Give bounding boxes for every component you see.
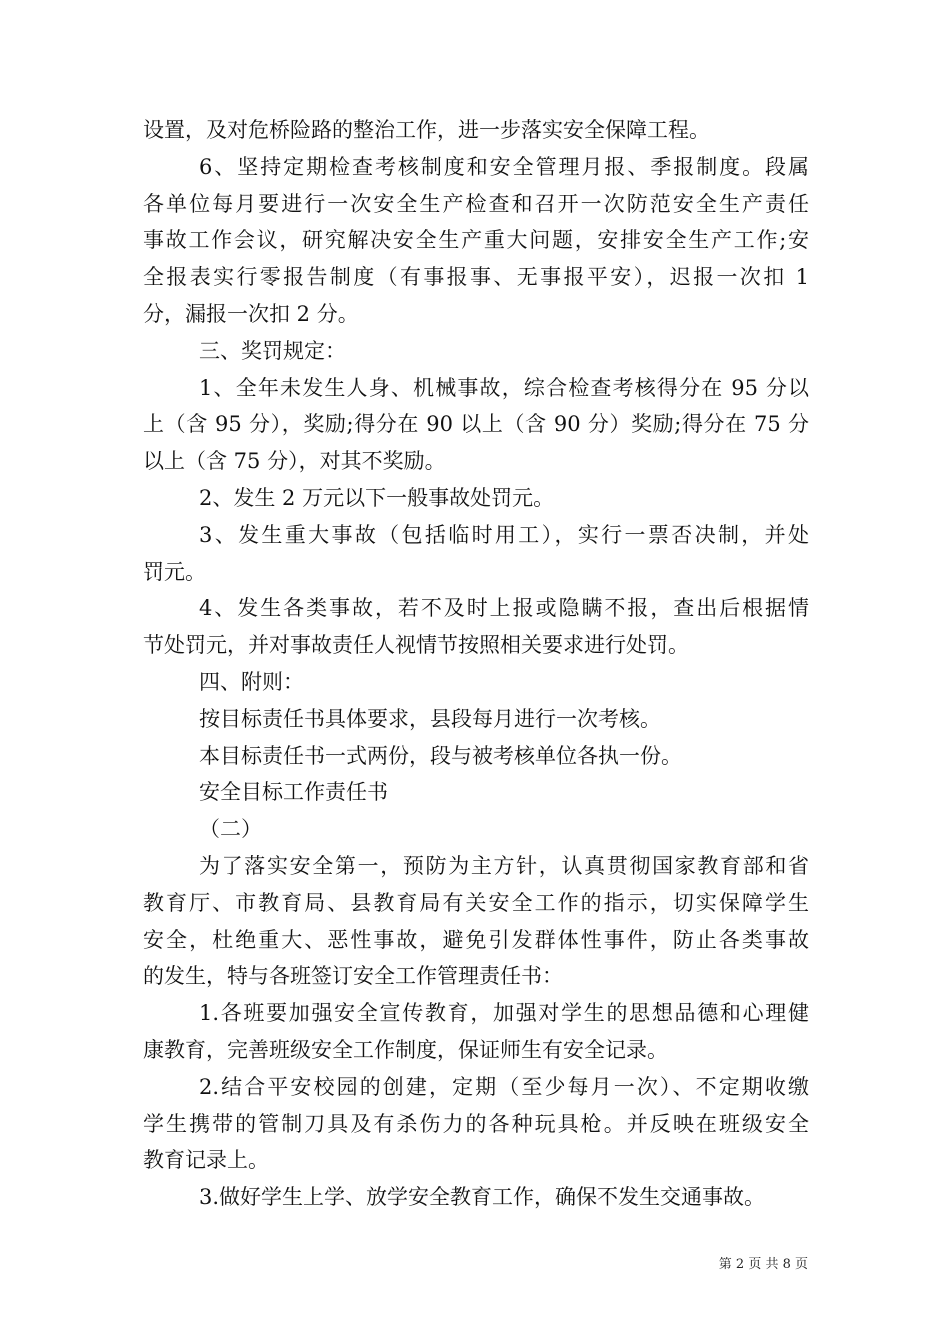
- text-line: （二）: [199, 817, 262, 842]
- text-line: 学生携带的管制刀具及有杀伤力的各种玩具枪。并反映在班级安全: [143, 1111, 809, 1136]
- text-line: 分，漏报一次扣 2 分。: [143, 301, 359, 326]
- document-body: [143, 112, 809, 1216]
- text-line: 康教育，完善班级安全工作制度，保证师生有安全记录。: [143, 1037, 668, 1062]
- text-line: 以上（含 75 分），对其不奖励。: [143, 449, 446, 474]
- text-line: 安全，杜绝重大、恶性事故，避免引发群体性事件，防止各类事故: [143, 927, 809, 952]
- text-line: 3.做好学生上学、放学安全教育工作，确保不发生交通事故。: [199, 1185, 766, 1210]
- text-line: 本目标责任书一式两份，段与被考核单位各执一份。: [199, 743, 682, 768]
- text-line: 全报表实行零报告制度（有事报事、无事报平安），迟报一次扣 1: [143, 265, 809, 290]
- text-line: 教育厅、市教育局、县教育局有关安全工作的指示，切实保障学生: [143, 890, 809, 915]
- text-line: 3、发生重大事故（包括临时用工），实行一票否决制，并处: [199, 522, 809, 547]
- page-number-footer: 第 2 页 共 8 页: [718, 1257, 808, 1272]
- text-line: 4、发生各类事故，若不及时上报或隐瞒不报，查出后根据情: [199, 596, 809, 621]
- text-line: 按目标责任书具体要求，县段每月进行一次考核。: [199, 706, 661, 731]
- text-line: 2、发生 2 万元以下一般事故处罚元。: [199, 485, 555, 510]
- text-line: 6、坚持定期检查考核制度和安全管理月报、季报制度。段属: [199, 154, 809, 179]
- text-line: 上（含 95 分），奖励;得分在 90 以上（含 90 分）奖励;得分在 75 分: [143, 412, 809, 437]
- text-line: 四、附则：: [199, 669, 304, 694]
- text-line: 1、全年未发生人身、机械事故，综合检查考核得分在 95 分以: [199, 375, 809, 400]
- text-line: 2.结合平安校园的创建，定期（至少每月一次）、不定期收缴: [199, 1074, 809, 1099]
- text-line: 节处罚元，并对事故责任人视情节按照相关要求进行处罚。: [143, 633, 689, 658]
- text-line: 的发生，特与各班签订安全工作管理责任书：: [143, 964, 563, 989]
- text-line: 各单位每月要进行一次安全生产检查和召开一次防范安全生产责任: [143, 191, 809, 216]
- text-line: 安全目标工作责任书: [199, 780, 388, 805]
- text-line: 事故工作会议，研究解决安全生产重大问题，安排安全生产工作;安: [143, 228, 809, 253]
- text-line: 三、奖罚规定：: [199, 338, 346, 363]
- text-line: 设置，及对危桥险路的整治工作，进一步落实安全保障工程。: [143, 118, 710, 142]
- text-line: 为了落实安全第一，预防为主方针，认真贯彻国家教育部和省: [199, 853, 809, 878]
- text-line: 1.各班要加强安全宣传教育，加强对学生的思想品德和心理健: [199, 1001, 809, 1026]
- text-line: 罚元。: [143, 559, 206, 584]
- text-line: 教育记录上。: [143, 1148, 269, 1173]
